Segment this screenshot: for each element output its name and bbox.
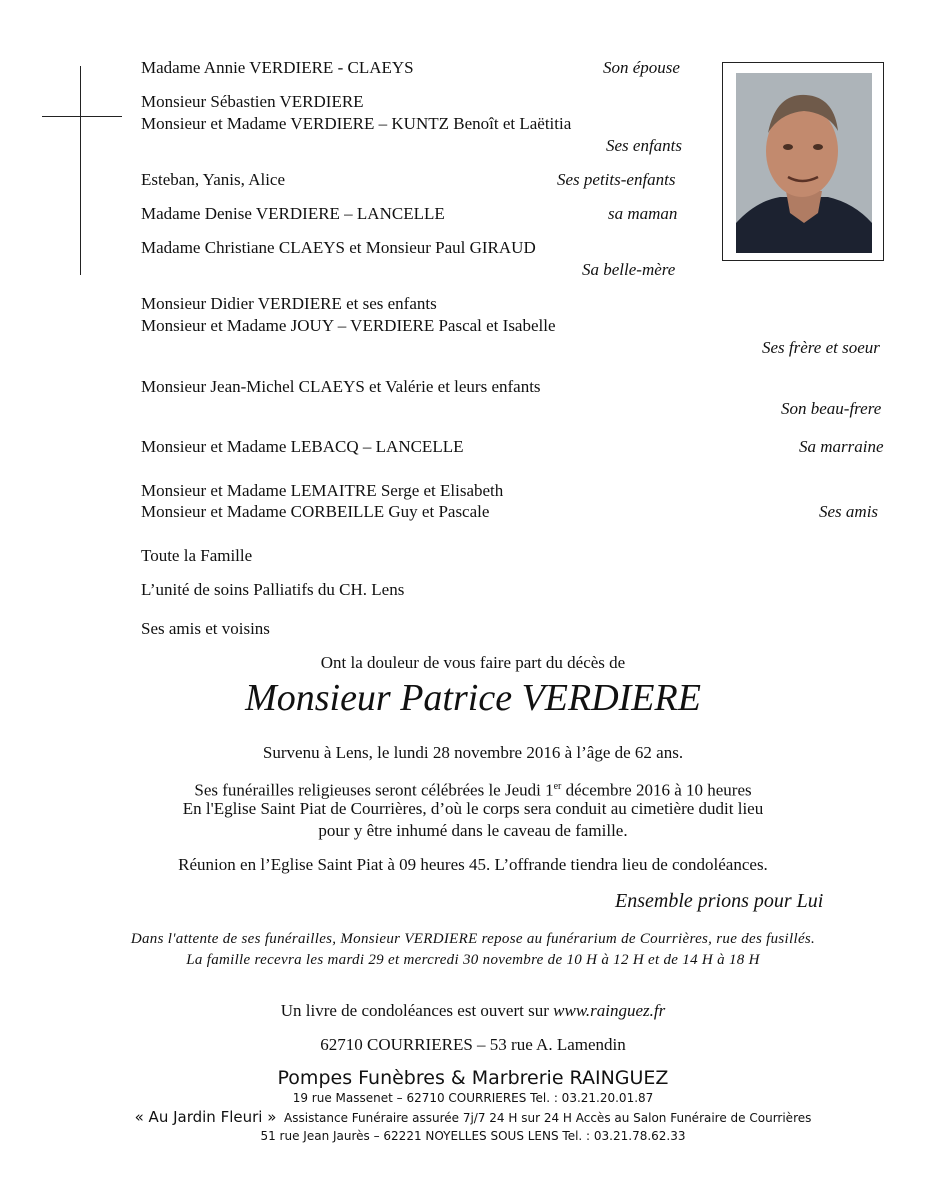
other-mourner: Ses amis et voisins [141, 619, 270, 638]
relation-label: sa maman [608, 204, 678, 223]
funeral-line-2: En l'Eglise Saint Piat de Courrières, d’où le corps sera conduit au cimetière dudit lieu [182, 799, 764, 818]
branch-address: 51 rue Jean Jaurès – 62221 NOYELLES SOUS LENS Tel. : 03.21.78.62.33 [260, 1129, 686, 1143]
relation-label: Sa marraine [799, 437, 884, 456]
company-name: Pompes Funèbres & Marbrerie RAINGUEZ [277, 1067, 669, 1089]
branch-info [0, 1109, 946, 1126]
relation-label: Son beau-frere [781, 399, 882, 418]
other-mourner: L’unité de soins Palliatifs du CH. Lens [141, 580, 405, 599]
branch-name: « Au Jardin Fleuri » [134, 1108, 277, 1126]
other-mourner: Toute la Famille [141, 546, 253, 565]
relation-label: Ses amis [819, 502, 879, 521]
family-member: Monsieur et Madame LEBACQ – LANCELLE [141, 437, 464, 456]
relation-label: Ses frère et soeur [762, 338, 880, 357]
death-details: Survenu à Lens, le lundi 28 novembre 2016 à l’âge de 62 ans. [262, 743, 684, 762]
family-member: Monsieur Jean-Michel CLAEYS et Valérie et leurs enfants [141, 377, 541, 396]
funerarium-note: Dans l'attente de ses funérailles, Monsieur VERDIERE repose au funérarium de Courrières, rue des fusillés. [130, 931, 816, 947]
family-member: Monsieur Sébastien VERDIERE [141, 92, 364, 111]
cross-vertical [80, 66, 81, 275]
funeral-text: décembre 2016 à 10 heures [561, 780, 752, 800]
family-member: Esteban, Yanis, Alice [141, 170, 286, 189]
branch-services: Assistance Funéraire assurée 7j/7 24 H sur 24 H Accès au Salon Funéraire de Courrières [284, 1111, 812, 1125]
funeral-line-1 [0, 777, 946, 801]
cross-horizontal [42, 116, 122, 117]
condolence-line [0, 1001, 946, 1021]
family-member: Madame Denise VERDIERE – LANCELLE [141, 204, 445, 223]
family-member: Monsieur et Madame JOUY – VERDIERE Pascal et Isabelle [141, 316, 556, 335]
family-member: Monsieur et Madame CORBEILLE Guy et Pascale [141, 502, 490, 521]
prayer-line: Ensemble prions pour Lui [615, 890, 824, 912]
funeral-home-address: 62710 COURRIERES – 53 rue A. Lamendin [320, 1035, 626, 1054]
condolence-text: Un livre de condoléances est ouvert sur [280, 1001, 554, 1020]
portrait-photo [736, 73, 872, 253]
deceased-name: Monsieur Patrice VERDIERE [245, 677, 701, 719]
announcement-intro: Ont la douleur de vous faire part du décès de [320, 653, 626, 672]
relation-label: Ses enfants [606, 136, 683, 155]
funeral-superscript: er [553, 781, 562, 792]
funeral-line-3: pour y être inhumé dans le caveau de famille. [318, 821, 628, 840]
visiting-note: La famille recevra les mardi 29 et mercredi 30 novembre de 10 H à 12 H et de 14 H à 18 H [186, 952, 760, 968]
condolence-website-link[interactable]: www.rainguez.fr [553, 1001, 666, 1020]
family-member: Madame Christiane CLAEYS et Monsieur Paul GIRAUD [141, 238, 536, 257]
family-member: Monsieur Didier VERDIERE et ses enfants [141, 294, 437, 313]
family-member: Monsieur et Madame VERDIERE – KUNTZ Benoît et Laëtitia [141, 114, 572, 133]
portrait-frame [722, 62, 884, 261]
family-member: Monsieur et Madame LEMAITRE Serge et Elisabeth [141, 481, 504, 500]
family-member: Madame Annie VERDIERE - CLAEYS [141, 58, 414, 77]
relation-label: Ses petits-enfants [557, 170, 676, 189]
funeral-text: Ses funérailles religieuses seront célébrées le Jeudi 1 [194, 780, 554, 800]
company-address: 19 rue Massenet – 62710 COURRIERES Tel. : 03.21.20.01.87 [292, 1091, 654, 1105]
relation-label: Sa belle-mère [582, 260, 676, 279]
meeting-info: Réunion en l’Eglise Saint Piat à 09 heures 45. L’offrande tiendra lieu de condoléances. [178, 855, 768, 874]
relation-label: Son épouse [603, 58, 680, 77]
portrait-illustration [736, 73, 872, 253]
